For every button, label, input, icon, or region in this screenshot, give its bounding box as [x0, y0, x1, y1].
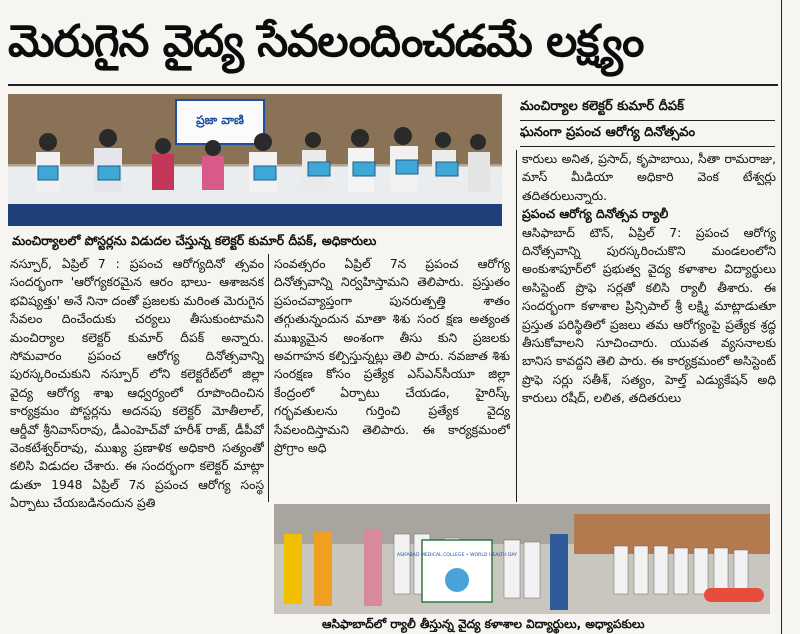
article-column-3: [522, 150, 776, 500]
column-divider-2: [516, 150, 517, 502]
article-column-2: [274, 255, 510, 499]
subhead-divider-2: [520, 146, 775, 147]
photo2-banner-text: ASIFABAD MEDICAL COLLEGE • WORLD HEALTH DAY: [396, 553, 518, 558]
column-3-top-text: కారులు అనిత, ప్రసాద్, కృపాబాయి, సీతా రామరాజు, మాస్ మీడియా అధికారి వెంక టేశ్వర్లు తదితరులున్నారు.: [522, 152, 776, 203]
photo-poster-release-image: [8, 94, 502, 226]
column-3-body-text: ఆసిఫాబాద్ టౌన్, ఏప్రిల్ 7: ప్రపంచ ఆరోగ్య దినోత్సవాన్ని పురస్కరించుకొని మండలంలోని అంకుశాపూర్‌లో ప్రభుత్వ వైద్య కళాశాల విద్యార్థులు అసిస్టెంట్ ప్రొఫె సర్లతో కలిసి ర్యాలీ తీశారు. ఈ సందర్భంగా కళాశాల ప్రిన్సిపాల్ శ్రీ లక్ష్మి మాట్లాడుతూ ప్రస్తుత పరిస్థితిలో ప్రజలు తమ ఆరోగ్యంపై ప్రత్యేక శ్రద్ధ తీసుకోవాలని సూచించారు. యువత వ్యసనాలకు బానిస కావద్దని తెలి పారు. ఈ కార్యక్రమంలో అసిస్టెంట్ ప్రొఫె సర్లు సతీశ్, సత్యం, హెల్త్ ఎడ్యుకేషన్ అధి కారులు రషీద్, లలిత, తదితరులు: [522, 225, 776, 406]
headline: మెరుగైన వైద్య సేవలందించడమే లక్ష్యం: [8, 16, 644, 67]
column-2-text: సంవత్సరం ఏప్రిల్ 7న ప్రపంచ ఆరోగ్య దినోత్సవాన్ని నిర్వహిస్తామని తెలిపారు. ప్రస్తుతం ప్రపంచవ్యాప్తంగా పునరుత్పత్తి శాతం తగ్గుతున్నందున మాతా శిశు సంర క్షణ అత్యంత ముఖ్యమైన అంశంగా తీసు కుని ప్రజలకు అవగాహన కల్పిస్తున్నట్లు తెలి పారు. నవజాత శిశు సంరక్షణ కోసం ప్రత్యేక ఎస్‌ఎన్‌సీయూ జిల్లా కేంద్రంలో ఏర్పాటు చేయడం, హైరిస్క్ గర్భవతులను గుర్తించి ప్రత్యేక వైద్య సేవలందిస్తామని తెలిపారు. ఈ కార్యక్రమంలో ప్రోగ్రాం అధి: [274, 257, 510, 456]
column-divider-1: [268, 254, 269, 502]
photo1-caption: మంచిర్యాలలో పోస్టర్లను విడుదల చేస్తున్న కలెక్టర్ కుమార్ దీపక్, అధికారులు: [12, 233, 377, 248]
subhead-divider: [520, 120, 775, 121]
photo-poster-release: [8, 94, 502, 226]
headline-rule: [8, 84, 778, 86]
page-edge-divider: [781, 0, 782, 634]
photo-rally: [274, 504, 770, 614]
photo2-caption: ఆసిఫాబాద్‌లో ర్యాలీ తీస్తున్న వైద్య కళాశాల విద్యార్థులు, అధ్యాపకులు: [322, 617, 645, 631]
subhead-2: ఘనంగా ప్రపంచ ఆరోగ్య దినోత్సవం: [520, 125, 696, 140]
column-3-subhead: ప్రపంచ ఆరోగ్య దినోత్సవ ర్యాలీ: [522, 207, 669, 222]
photo-rally-image: [274, 504, 770, 614]
photo1-banner-text: ప్రజా వాణి: [196, 113, 244, 127]
article-column-1: [10, 255, 264, 629]
column-1-text: నస్పూర్, ఏప్రిల్ 7 : ప్రపంచ ఆరోగ్యదినో త్సవం సందర్భంగా 'ఆరోగ్యకరమైన ఆరం భాలు- ఆశాజనక భవిష్యత్తు' అనే నినా దంతో ప్రజలకు మరింత మెరుగైన సేవలం దించేందుకు చర్యలు తీసుకుంటామని మంచిర్యాల కలెక్టర్ కుమార్ దీపక్ అన్నారు. సోమవారం ప్రపంచ ఆరోగ్య దినోత్సవాన్ని పురస్కరించుకుని నస్పూర్ లోని కలెక్టరేట్‌లో జిల్లా వైద్య ఆరోగ్య శాఖ ఆధ్వర్యంలో రూపొందించిన కార్యక్రమం పోస్టర్లను అదనపు కలెక్టర్ మోతీలాల్, ఆర్డీవో శ్రీనివాస్‌రావు, డీఎంహెచ్‌వో హరీశ్ రాజ్, డీపీవో వెంకటేశ్వర్‌రావు, ముఖ్య ప్రణాళిక అధికారి సత్యంతో కలిసి విడుదల చేశారు. ఈ సందర్భంగా కలెక్టర్ మాట్లా డుతూ 1948 ఏప్రిల్ 7న ప్రపంచ ఆరోగ్య సంస్థ ఏర్పాటు చేయబడినందున ప్రతి: [10, 257, 264, 511]
subhead-1: మంచిర్యాల కలెక్టర్ కుమార్ దీపక్: [520, 99, 684, 114]
